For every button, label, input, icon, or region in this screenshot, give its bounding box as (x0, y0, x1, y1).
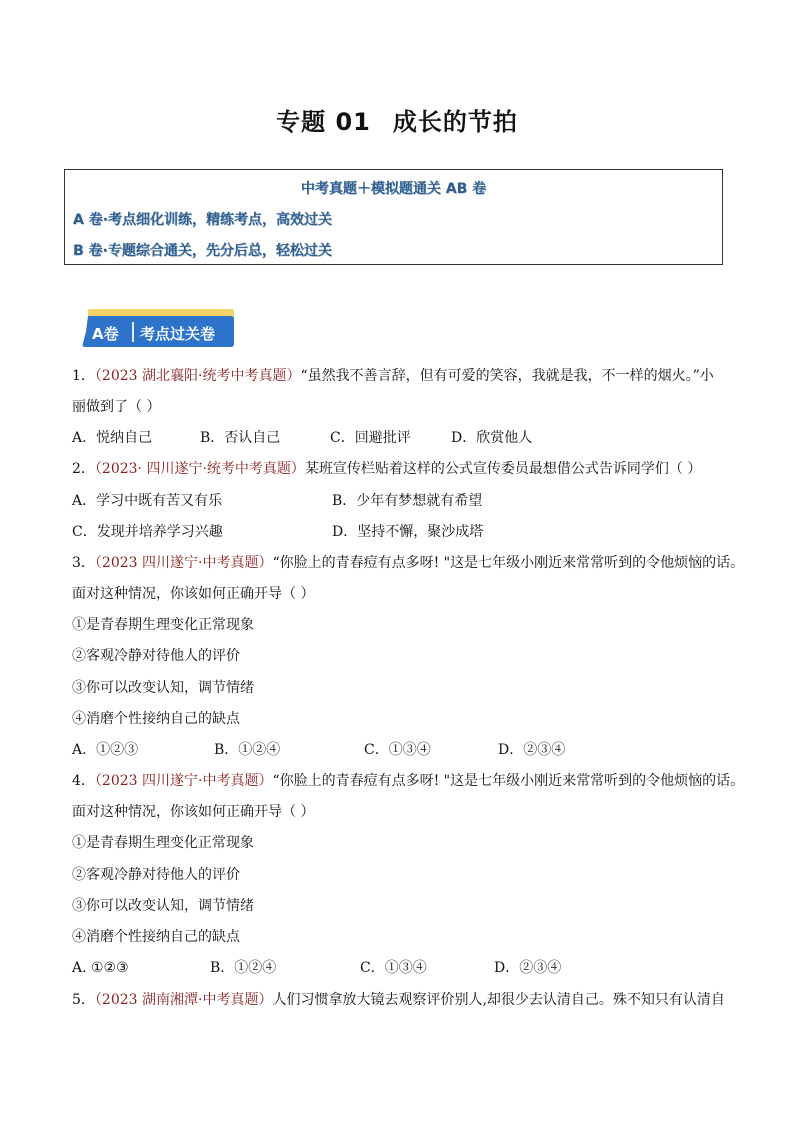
question-5-stem: 5．（2023 湖南湘潭·中考真题）人们习惯拿放大镜去观察评价别人,却很少去认清自己。殊不知只有认清自 (72, 992, 725, 1008)
section-banner (82, 309, 242, 349)
question-1-option-c: C．回避批评 (330, 430, 411, 446)
question-4-stem: 4．（2023 四川遂宁·中考真题）“你脸上的青春痘有点多呀! "这是七年级小刚近来常常听到的令他烦恼的话。 (72, 773, 745, 789)
question-4-item-3: ③你可以改变认知，调节情绪 (72, 898, 254, 914)
question-4-item-1: ①是青春期生理变化正常现象 (72, 835, 254, 851)
question-3-stem: 3．（2023 四川遂宁·中考真题）“你脸上的青春痘有点多呀! "这是七年级小刚近来常常听到的令他烦恼的话。 (72, 555, 745, 571)
question-4-source: （2023 四川遂宁·中考真题） (94, 773, 273, 789)
question-1-option-a: A．悦纳自己 (72, 430, 153, 446)
question-1-source: （2023 湖北襄阳·统考中考真题） (94, 368, 301, 384)
question-2-option-d: D．坚持不懈，聚沙成塔 (332, 524, 484, 540)
question-3-item-1: ①是青春期生理变化正常现象 (72, 617, 254, 633)
title-number: 专题 01 (276, 108, 371, 136)
question-2-stem: 2．（2023· 四川遂宁·统考中考真题）某班宣传栏贴着这样的公式宣传委员最想借公式告诉同学们（ ） (72, 461, 702, 477)
question-3-option-a: A．①②③ (72, 742, 139, 758)
question-3-option-b: B．①②④ (214, 742, 281, 758)
question-2-option-b: B．少年有梦想就有希望 (332, 493, 483, 509)
question-4-option-b: B．①②④ (210, 960, 277, 976)
banner-tag: A卷 (92, 325, 119, 343)
question-3-option-c: C．①③④ (364, 742, 431, 758)
question-3-item-2: ②客观冷静对待他人的评价 (72, 648, 240, 664)
question-1-stem: 1．（2023 湖北襄阳·统考中考真题）“虽然我不善言辞，但有可爱的笑容，我就是我，不一样的烟火。”小 (72, 368, 714, 384)
question-4-stem-cont: 面对这种情况，你该如何正确开导（ ） (72, 804, 315, 820)
banner-label: 考点过关卷 (140, 325, 216, 343)
question-3-option-d: D．②③④ (498, 742, 566, 758)
question-2-source: （2023· 四川遂宁·统考中考真题） (94, 461, 305, 477)
question-3-stem-cont: 面对这种情况，你该如何正确开导（ ） (72, 586, 315, 602)
question-3-item-3: ③你可以改变认知，调节情绪 (72, 680, 254, 696)
question-3-source: （2023 四川遂宁·中考真题） (94, 555, 273, 571)
question-4-option-d: D．②③④ (494, 960, 562, 976)
question-3-item-4: ④消磨个性接纳自己的缺点 (72, 711, 240, 727)
question-1-stem-cont: 丽做到了（ ） (72, 399, 161, 415)
question-2-option-a: A．学习中既有苦又有乐 (72, 493, 223, 509)
info-box-line-a: A 卷·考点细化训练，精练考点，高效过关 (73, 212, 333, 228)
info-box-heading: 中考真题＋模拟题通关 AB 卷 (300, 181, 487, 197)
question-1-option-b: B．否认自己 (200, 430, 281, 446)
question-4-option-a: A. ①②③ (72, 960, 129, 976)
question-4-option-c: C．①③④ (360, 960, 427, 976)
banner-divider (132, 322, 134, 342)
question-2-option-c: C．发现并培养学习兴趣 (72, 524, 223, 540)
question-1-option-d: D．欣赏他人 (451, 430, 533, 446)
info-box (64, 169, 723, 265)
info-box-line-b: B 卷·专题综合通关，先分后总，轻松过关 (73, 243, 332, 259)
question-4-item-2: ②客观冷静对待他人的评价 (72, 867, 240, 883)
question-4-item-4: ④消磨个性接纳自己的缺点 (72, 929, 240, 945)
question-5-source: （2023 湖南湘潭·中考真题） (94, 992, 273, 1008)
page-title (0, 102, 794, 137)
title-text: 成长的节拍 (392, 108, 518, 136)
